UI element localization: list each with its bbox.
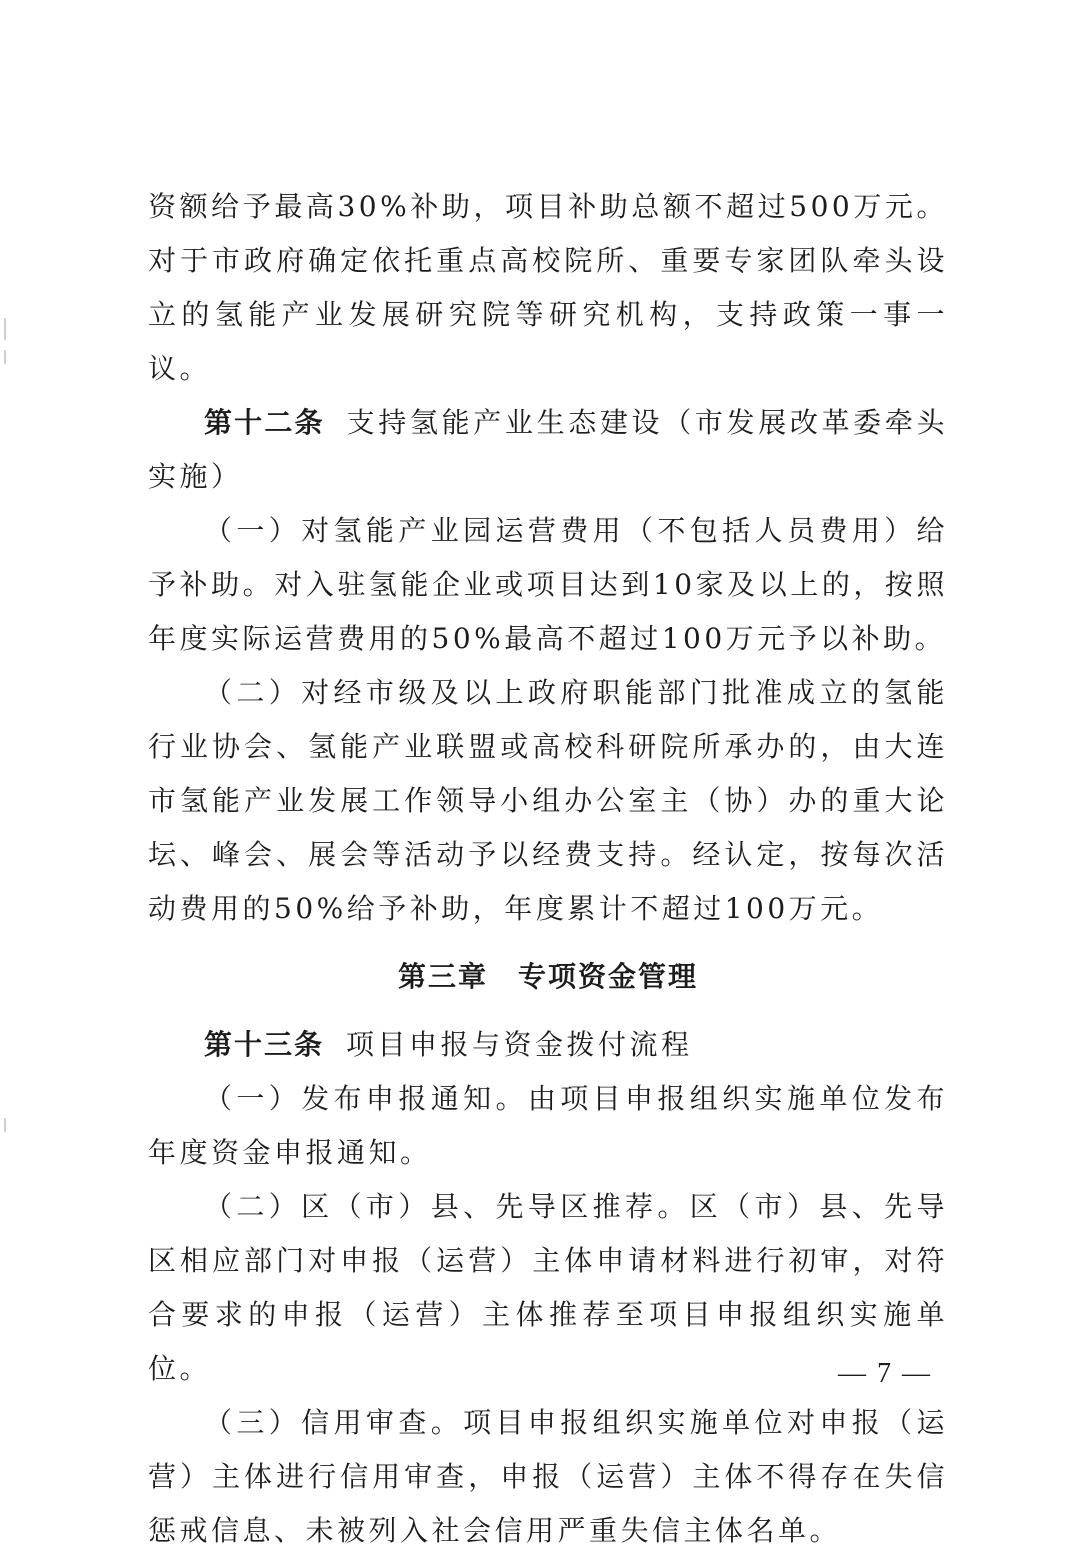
article-13-item-3: （三）信用审查。项目申报组织实施单位对申报（运营）主体进行信用审查，申报（运营）主体不得存在失信惩戒信息、未被列入社会信用严重失信主体名单。 xyxy=(148,1406,948,1547)
scan-edge-mark xyxy=(4,350,6,364)
document-body xyxy=(148,180,948,1558)
article-13-item-2: （二）区（市）县、先导区推荐。区（市）县、先导区相应部门对申报（运营）主体申请材料进行初审，对符合要求的申报（运营）主体推荐至项目申报组织实施单位。 xyxy=(148,1190,948,1385)
article-13-label: 第十三条 xyxy=(204,1028,325,1061)
article-12-title: 支持氢能产业生态建设（市发展改革委牵头实施） xyxy=(148,406,948,493)
page-number: — 7 — xyxy=(838,1358,932,1389)
article-13-heading xyxy=(148,1018,948,1072)
chapter-heading xyxy=(148,950,948,1004)
chapter-number: 第三章 xyxy=(397,960,488,993)
paragraph-continuation: 资额给予最高30%补助，项目补助总额不超过500万元。对于市政府确定依托重点高校院所、重要专家团队牵头设立的氢能产业发展研究院等研究机构，支持政策一事一议。 xyxy=(148,190,948,385)
article-12-item-1: （一）对氢能产业园运营费用（不包括人员费用）给予补助。对入驻氢能企业或项目达到10家及以上的，按照年度实际运营费用的50%最高不超过100万元予以补助。 xyxy=(148,514,948,655)
scan-edge-mark xyxy=(4,318,6,340)
article-12-label: 第十二条 xyxy=(204,406,325,439)
article-12-item-2: （二）对经市级及以上政府职能部门批准成立的氢能行业协会、氢能产业联盟或高校科研院所承办的，由大连市氢能产业发展工作领导小组办公室主（协）办的重大论坛、峰会、展会等活动予以经费支持。经认定，按每次活动费用的50%给予补助，年度累计不超过100万元。 xyxy=(148,676,948,925)
article-13-item-1: （一）发布申报通知。由项目申报组织实施单位发布年度资金申报通知。 xyxy=(148,1082,948,1169)
article-12-heading xyxy=(148,396,948,504)
article-13-title: 项目申报与资金拨付流程 xyxy=(346,1028,693,1061)
chapter-title: 专项资金管理 xyxy=(518,960,699,993)
scan-edge-mark xyxy=(4,1118,6,1132)
